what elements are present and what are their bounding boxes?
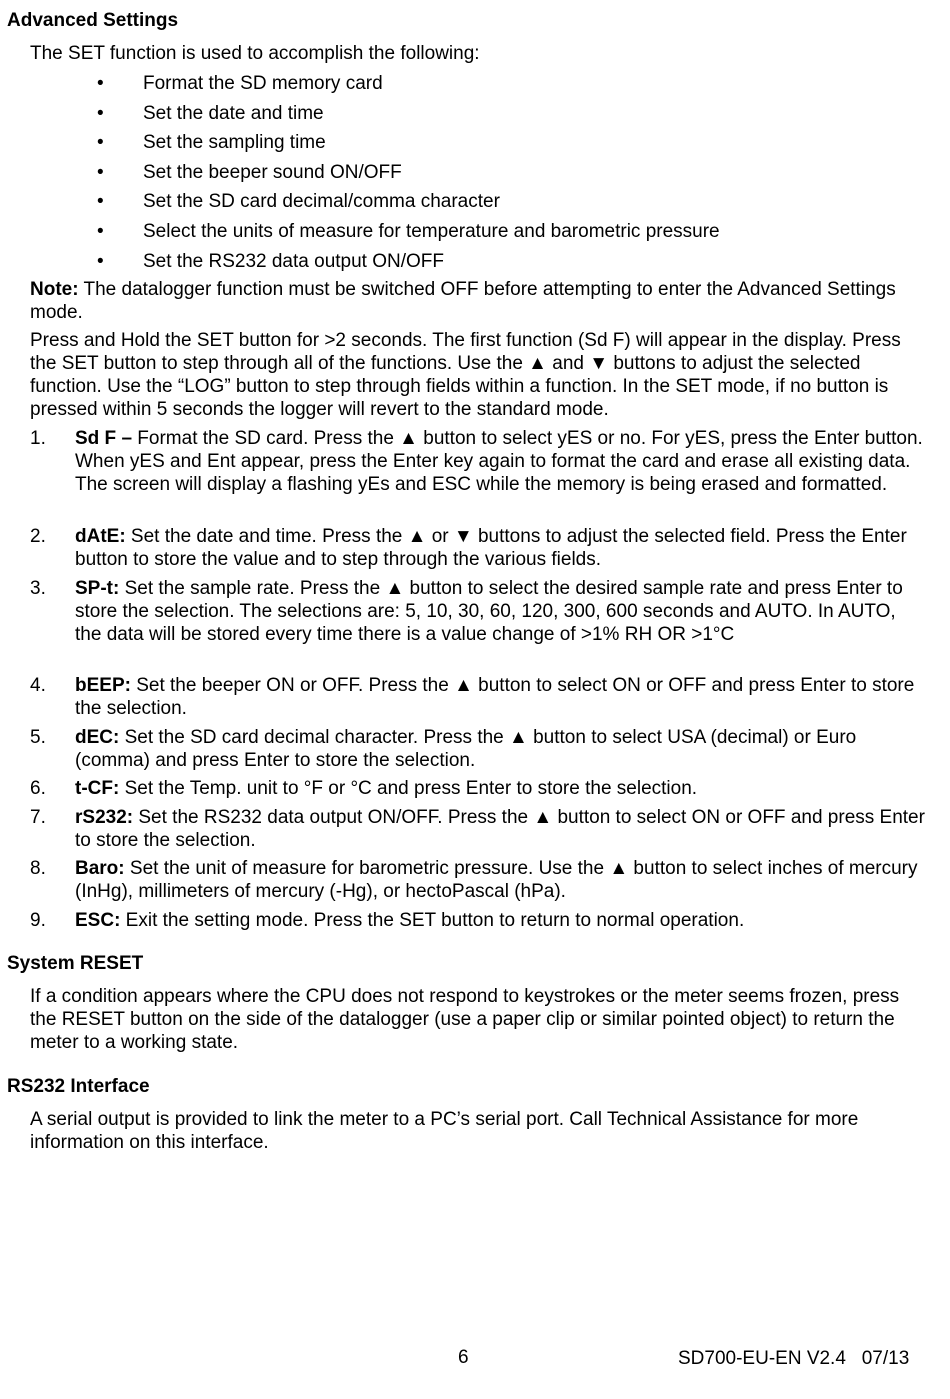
note-paragraph — [30, 278, 910, 324]
section-title-rs232-interface: RS232 Interface — [7, 1076, 150, 1097]
note-text: The datalogger function must be switched OFF before attempting to enter the Advanced Settings mode. — [30, 279, 896, 323]
section-title-system-reset: System RESET — [7, 953, 144, 974]
bullet-icon: • — [97, 191, 104, 213]
page-number: 6 — [458, 1347, 469, 1368]
step-label: t-CF: — [75, 778, 120, 799]
bullet-icon: • — [97, 73, 104, 94]
bullet-icon: • — [97, 161, 104, 183]
note-label: Note: — [30, 279, 79, 300]
rs232-paragraph: A serial output is provided to link the meter to a PC’s serial port. Call Technical Assistance for more information on this interface. — [30, 1109, 859, 1153]
reset-paragraph: If a condition appears where the CPU does not respond to keystrokes or the meter seems frozen, press the RESET button on the side of the datalogger (use a paper clip or similar pointed object) to return the meter to a working state. — [30, 986, 900, 1053]
step-label: ESC: — [75, 910, 121, 931]
section-title-advanced-settings: Advanced Settings — [7, 10, 179, 31]
step-label: SP-t: — [75, 578, 120, 599]
step-label: Sd F – — [75, 428, 133, 449]
step-label: rS232: — [75, 807, 134, 828]
bullet-icon: • — [97, 250, 104, 272]
bullet-icon: • — [97, 220, 104, 242]
step-label: Baro: — [75, 858, 125, 879]
bullet-icon: • — [97, 102, 104, 124]
manual-page: Advanced Settings The SET function is used to accomplish the following: • Format the SD memory card • Set the date and time • Set the sampling time • Set the beeper sound ON/OFF • Set the SD card decimal/comma character • Select the units of measure for temperature and barometric pressure • Set the RS232 data output ON/OFF Note: The datalogger function must be switched OFF before attempting to enter the Advanced Settings mode. Press and Hold the SET button for >2 seconds. The first function (Sd F) will appear in the display. Press the SET button to step through all of the functions. Use the ▲ and ▼ buttons to adjust the selected function. Use the “LOG” button to step through fields within a function. In the SET mode, if no button is pressed within 5 seconds the logger will revert to the standard mode. 1. Sd F – Format the SD card. Press the ▲ button to select yES or no. For yES, press the Enter button. When yES and Ent appear, press the Enter key again to format the card and erase all existing data. The screen will display a flashing yEs and ESC while the memory is being erased and formatted. 2. dAtE: Set the date and time. Press the ▲ or ▼ buttons to adjust the selected field. Press the Enter button to store the value and to step through the various fields. 3. SP-t: Set the sample rate. Press the ▲ button to select the desired sample rate and press Enter to store the selection. The selections are: 5, 10, 30, 60, 120, 300, 600 seconds and AUTO. In AUTO, the data will be stored every time there is a value change of >1% RH OR >1°C 4. bEEP: Set the beeper ON or OFF. Press the ▲ button to select ON or OFF and press Enter to store the selection. 5. dEC: Set the SD card decimal character. Press the ▲ button to select USA (decimal) or Euro (comma) and press Enter to store the selection. 6. t-CF: Set the Temp. unit to °F or °C and press Enter to store the selection. 7. rS232: Set the RS232 data output ON/OFF. Press the ▲ button to select ON or OFF and press Enter to store the selection. 8. Baro: Set the unit of measure for barometric pressure. Use the ▲ button to select inches of mercury (InHg), millimeters of mercury (-Hg), or hectoPascal (hPa). 9. ESC: Exit the setting mode. Press the SET button to return to normal operation. System RESET If a condition appears where the CPU does not respond to keystrokes or the meter seems frozen, press the RESET button on the side of the datalogger (use a paper clip or similar pointed object) to return the meter to a working state. RS232 Interface A serial output is provided to link the meter to a PC’s serial port. Call Technical Assistance for more information on this interface. 6 SD700-EU-EN V2.4 07/13 — [0, 0, 950, 1399]
step-label: dEC: — [75, 727, 120, 748]
instructions-paragraph: Press and Hold the SET button for >2 seconds. The first function (Sd F) will appear in the display. Press the SET button to step through all of the functions. Use the ▲ and ▼ buttons to adjust the selected function. Use the “LOG” button to step through fields within a function. In the SET mode, if no button is pressed within 5 seconds the logger will revert to the standard mode. — [30, 330, 901, 420]
advanced-intro: The SET function is used to accomplish the following: — [30, 43, 480, 64]
step-label: bEEP: — [75, 675, 131, 696]
document-id: SD700-EU-EN V2.4 07/13 — [678, 1348, 910, 1369]
bullet-icon: • — [97, 132, 104, 154]
step-label: dAtE: — [75, 526, 126, 547]
